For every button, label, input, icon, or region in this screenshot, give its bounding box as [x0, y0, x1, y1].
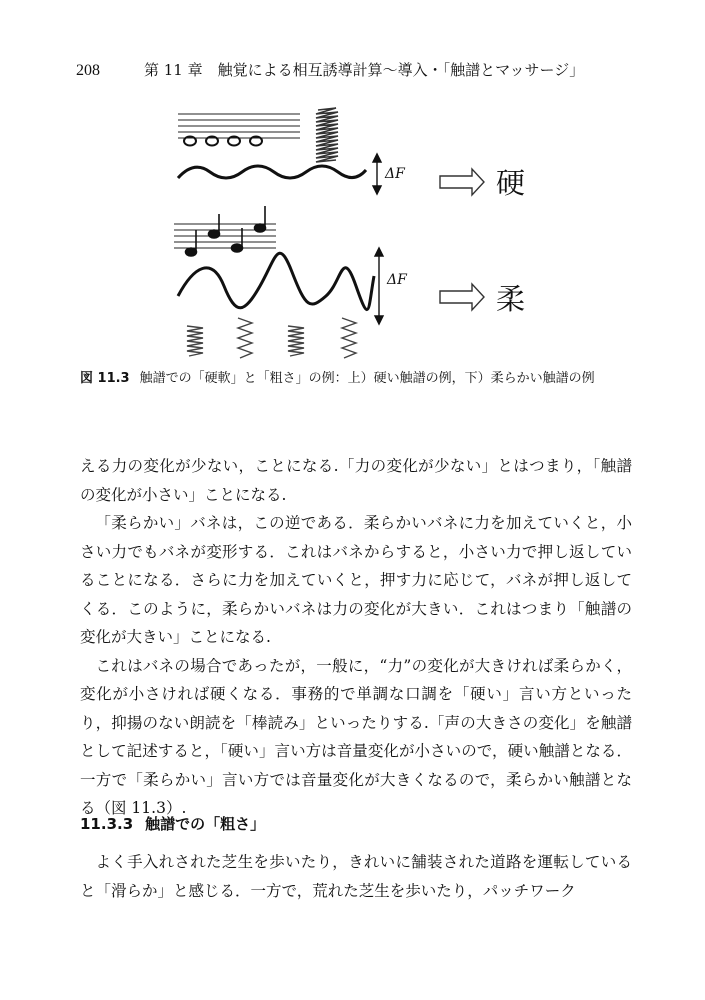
bottom-wave	[178, 253, 374, 309]
paragraph: える力の変化が少ない，ことになる.「力の変化が少ない」とはつまり，「触譜の変化が小さい」ことになる.	[80, 457, 632, 504]
figure-11-3	[160, 96, 560, 366]
paragraph: これはバネの場合であったが，一般に，“力”の変化が大きければ柔らかく，変化が小さければ硬くなる．事務的で単調な口調を「硬い」言い方といったり，抑揚のない朗読を「棒読み」といったりする.「声の大きさの変化」を触譜として記述すると，「硬い」言い方は音量変化が小さいので，硬い触譜となる．一方で「柔らかい」言い方では音量変化が大きくなるので，柔らかい触譜となる（図 11.3）.	[80, 656, 632, 817]
stiff-spring-icon	[316, 108, 338, 162]
soft-spring-icon	[187, 318, 356, 358]
top-staff	[178, 114, 300, 138]
body-text	[80, 452, 632, 823]
top-wave	[178, 166, 366, 178]
figure-caption	[80, 370, 632, 388]
bottom-hollow-arrow-icon	[440, 284, 484, 310]
delta-f-label-top: ΔF	[385, 166, 405, 182]
top-hollow-arrow-icon	[440, 169, 484, 195]
page-number: 208	[76, 62, 100, 79]
running-title: 第 11 章 触覚による相互誘導計算〜導入・「触譜とマッサージ」	[144, 61, 585, 79]
paragraph: 「柔らかい」バネは，この逆である．柔らかいバネに力を加えていくと，小さい力でもバネが変形する．これはバネからすると，小さい力で押し返していることになる．さらに力を加えていくと，押す力に応じて，バネが押し返してくる．このように，柔らかいバネは力の変化が大きい．これはつまり「触譜の変化が大きい」ことになる.	[80, 514, 632, 646]
top-delta-arrow	[373, 154, 381, 194]
hard-label: 硬	[496, 166, 526, 200]
delta-f-label-bottom: ΔF	[387, 272, 407, 288]
bottom-delta-arrow	[375, 248, 383, 324]
body-text-continued	[80, 848, 632, 905]
soft-label: 柔	[496, 282, 526, 316]
section-title: 触譜での「粗さ」	[145, 815, 266, 833]
section-number: 11.3.3	[80, 815, 134, 833]
figure-caption-label: 図 11.3	[80, 371, 130, 386]
figure-caption-text: 触譜での「硬軟」と「粗さ」の例：上）硬い触譜の例，下）柔らかい触譜の例	[139, 371, 595, 386]
page-header	[76, 60, 636, 81]
figure-illustration	[160, 96, 560, 366]
paragraph: よく手入れされた芝生を歩いたり，きれいに舗装された道路を運転していると「滑らか」と感じる．一方で，荒れた芝生を歩いたり，パッチワーク	[80, 853, 632, 900]
section-heading	[80, 813, 632, 835]
